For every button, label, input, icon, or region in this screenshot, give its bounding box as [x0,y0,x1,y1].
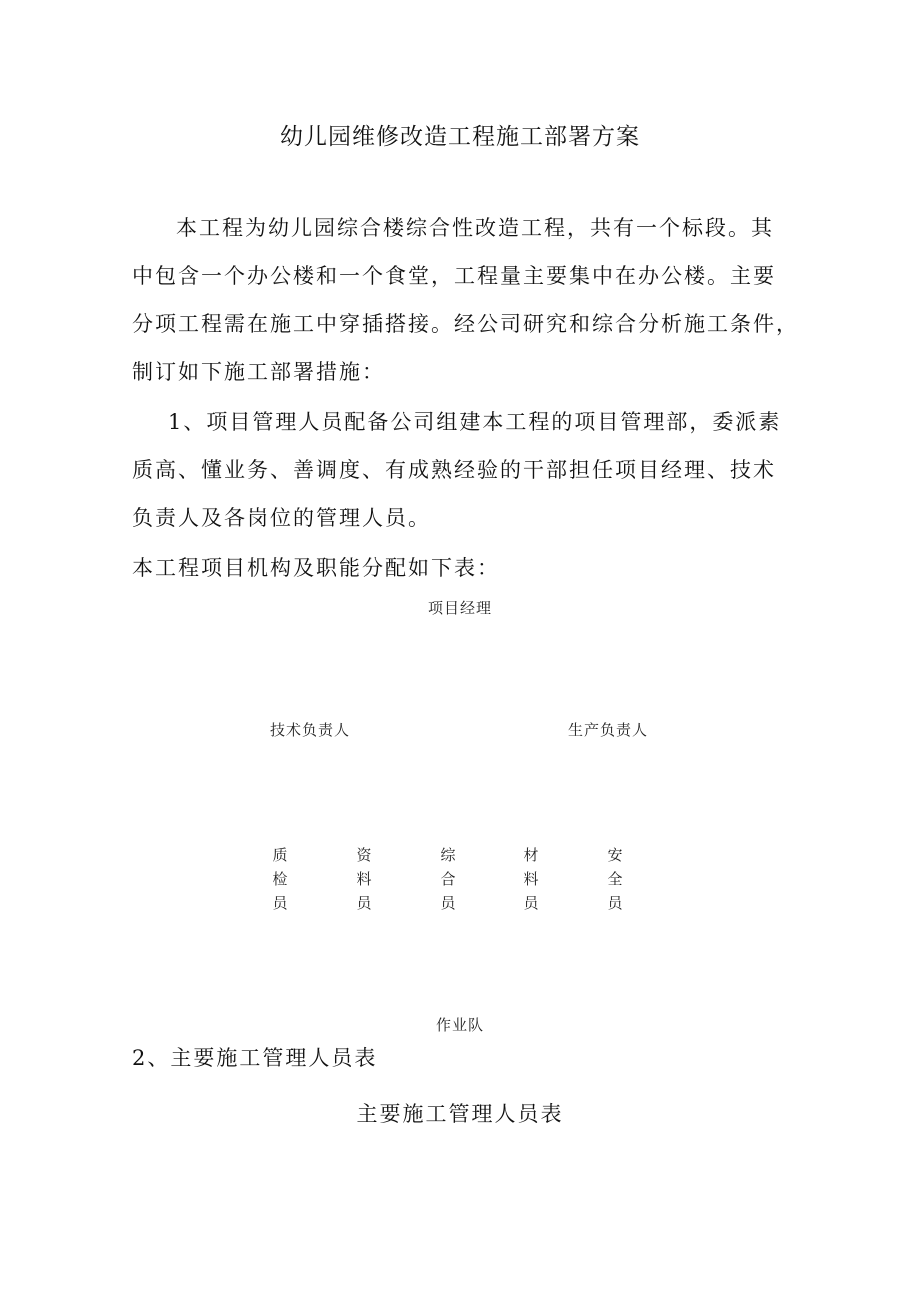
section-2-heading: 2、主要施工管理人员表 [132,1046,378,1070]
intro-line: 本工程为幼儿园综合楼综合性改造工程，共有一个标段。其 [176,216,774,240]
role-char: 质 [272,846,288,864]
org-role-documentation-clerk [352,843,376,915]
org-node-project-manager: 项目经理 [428,599,493,617]
role-char: 员 [356,894,372,912]
role-char: 料 [523,870,539,888]
role-char: 综 [440,846,456,864]
org-role-quality-inspector [268,843,292,915]
org-intro-paragraph [132,544,792,592]
org-node-work-team: 作业队 [436,1016,485,1034]
role-char: 料 [356,870,372,888]
intro-line: 分项工程需在施工中穿插搭接。经公司研究和综合分析施工条件， [132,312,799,336]
role-char: 员 [523,894,539,912]
role-char: 员 [272,894,288,912]
role-char: 员 [607,894,623,912]
item1-line: 负责人及各岗位的管理人员。 [132,506,431,530]
item1-line: 质高、懂业务、善调度、有成熟经验的干部担任项目经理、技术 [132,458,776,482]
org-node-production-lead: 生产负责人 [568,721,649,739]
role-char: 员 [440,894,456,912]
org-intro-line: 本工程项目机构及职能分配如下表： [132,556,500,580]
intro-paragraph [132,204,799,396]
document-title: 幼儿园维修改造工程施工部署方案 [280,124,640,150]
role-char: 安 [607,846,623,864]
org-role-materials-clerk [519,843,543,915]
intro-line: 制订如下施工部署措施： [132,360,385,384]
org-role-general-clerk [436,843,460,915]
intro-line: 中包含一个办公楼和一个食堂，工程量主要集中在办公楼。主要 [132,264,776,288]
org-role-safety-officer [603,843,627,915]
role-char: 资 [356,846,372,864]
table-title: 主要施工管理人员表 [356,1102,564,1126]
item1-line: 1、项目管理人员配备公司组建本工程的项目管理部，委派素 [168,410,782,434]
role-char: 合 [440,870,456,888]
item1-paragraph [132,398,792,542]
role-char: 检 [272,870,288,888]
role-char: 全 [607,870,623,888]
role-char: 材 [523,846,539,864]
org-node-tech-lead: 技术负责人 [270,721,351,739]
